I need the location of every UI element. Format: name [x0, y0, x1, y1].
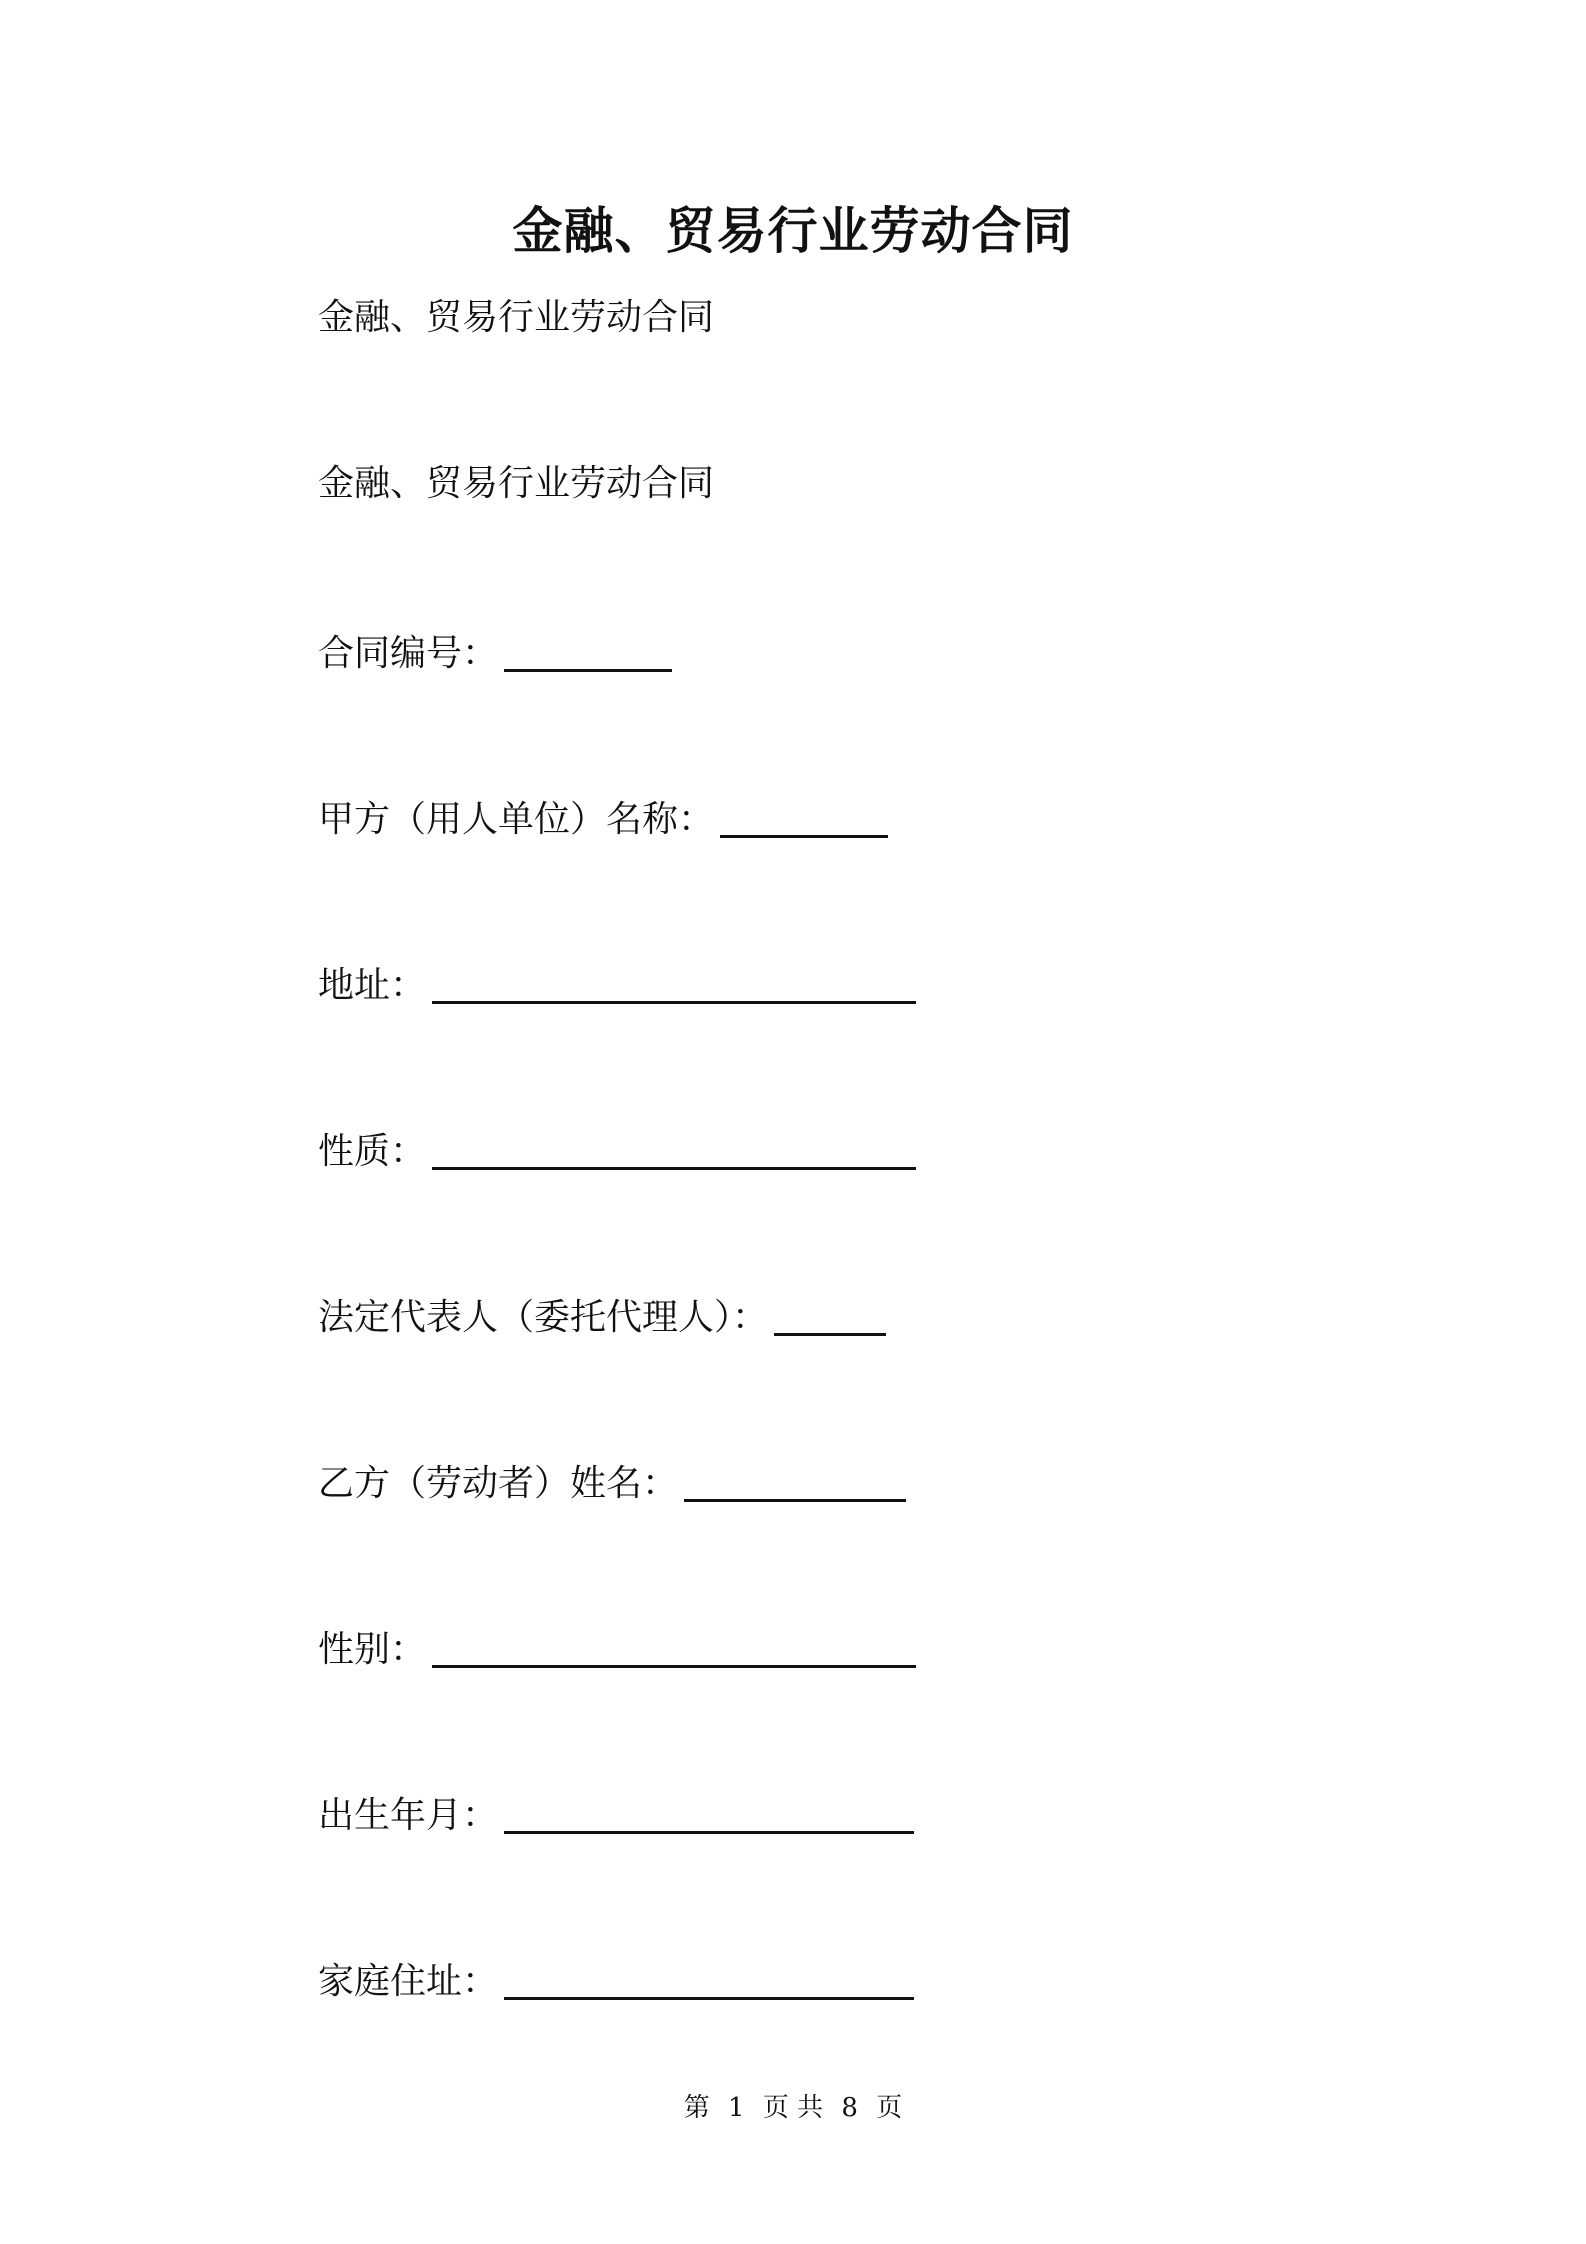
document-title: 金融、贸易行业劳动合同 [512, 201, 1074, 260]
blank-fill-line [684, 1459, 906, 1502]
field-label: 性别： [318, 1628, 427, 1670]
field-label: 法定代表人（委托代理人）： [318, 1296, 769, 1338]
intro-paragraph-1: 金融、贸易行业劳动合同 [318, 297, 715, 338]
field-gender [318, 1618, 916, 1674]
field-party-b-name [318, 1452, 906, 1508]
blank-fill-line [432, 961, 916, 1004]
field-label: 甲方（用人单位）名称： [318, 798, 715, 840]
field-label: 性质： [318, 1130, 427, 1172]
field-label: 乙方（劳动者）姓名： [318, 1462, 679, 1504]
field-label: 合同编号： [318, 632, 499, 674]
intro-paragraph-2: 金融、贸易行业劳动合同 [318, 463, 715, 504]
field-contract-number [318, 622, 672, 678]
field-label: 地址： [318, 964, 427, 1006]
footer-prefix: 第 [683, 2093, 710, 2123]
total-page-count: 8 [841, 2093, 858, 2123]
field-nature [318, 1120, 916, 1176]
blank-fill-line [774, 1293, 886, 1336]
current-page-number: 1 [728, 2093, 745, 2123]
field-party-a-name [318, 788, 888, 844]
field-legal-representative [318, 1286, 886, 1342]
field-label: 出生年月： [318, 1794, 499, 1836]
blank-fill-line [504, 1957, 914, 2000]
blank-fill-line [504, 629, 672, 672]
blank-fill-line [432, 1127, 916, 1170]
field-birth-date [318, 1784, 914, 1840]
page-footer [0, 2088, 1586, 2128]
blank-fill-line [432, 1625, 916, 1668]
footer-suffix: 页 [876, 2093, 903, 2123]
field-home-address [318, 1950, 914, 2006]
blank-fill-line [504, 1791, 914, 1834]
field-address [318, 954, 916, 1010]
field-label: 家庭住址： [318, 1960, 499, 2002]
blank-fill-line [720, 795, 888, 838]
footer-middle: 页 共 [762, 2093, 824, 2123]
